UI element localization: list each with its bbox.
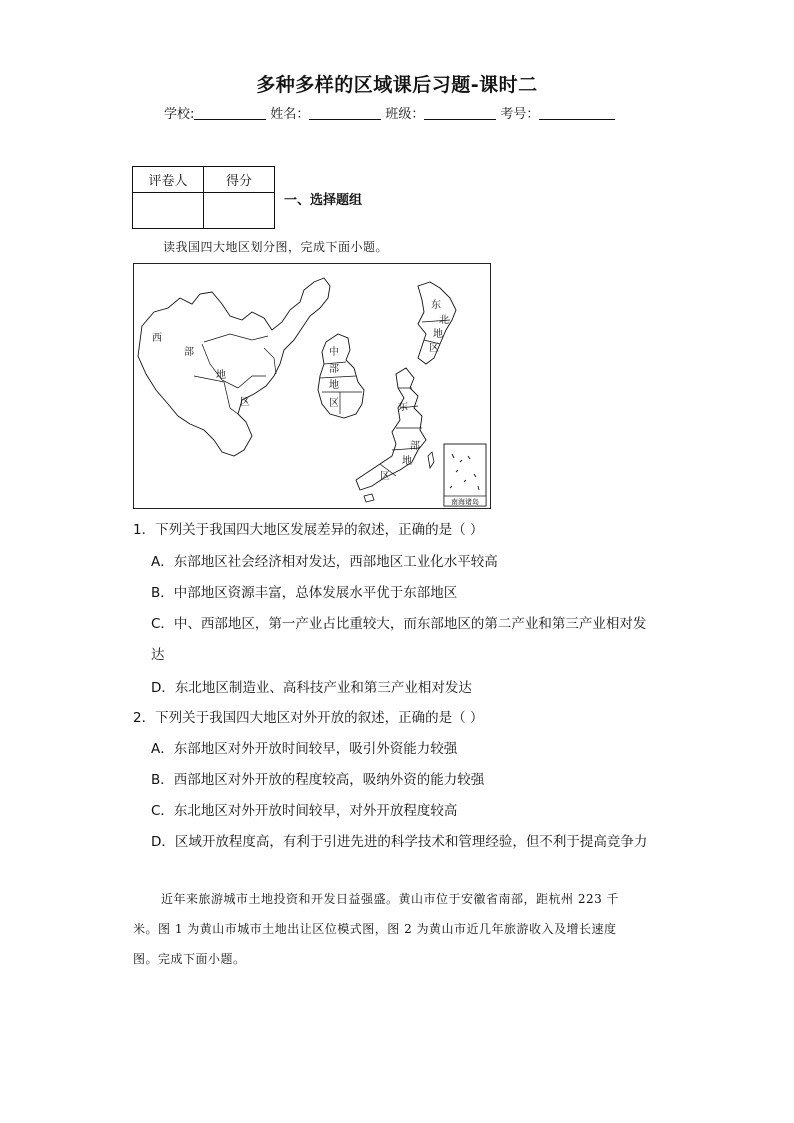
student-info-line — [164, 103, 619, 122]
map-label-central-2: 部 — [329, 364, 339, 375]
school-label: 学校: — [164, 107, 195, 122]
map-label-central-4: 区 — [329, 398, 339, 409]
name-blank — [309, 107, 381, 120]
inset-label: 南海诸岛 — [451, 498, 479, 506]
hainan-island — [364, 494, 374, 502]
question-2-stem: 2．下列关于我国四大地区对外开放的叙述，正确的是（ ） — [133, 710, 484, 726]
page-title: 多种多样的区域课后习题-课时二 — [256, 74, 538, 96]
china-regions-map — [133, 263, 491, 509]
question-1-option-b: B．中部地区资源丰富，总体发展水平优于东部地区 — [151, 585, 458, 601]
west-region-shape — [138, 278, 330, 456]
taiwan-island — [428, 452, 434, 468]
question-1-stem: 1．下列关于我国四大地区发展差异的叙述，正确的是（ ） — [133, 522, 484, 538]
map-label-northeast-4: 区 — [429, 343, 439, 354]
question-2-option-b: B．西部地区对外开放的程度较高，吸纳外资的能力较强 — [151, 772, 485, 788]
map-intro-text: 读我国四大地区划分图，完成下面小题。 — [163, 240, 389, 254]
reading-passage — [133, 884, 673, 974]
passage-line-2: 米。图 1 为黄山市城市土地出让区位模式图，图 2 为黄山市近几年旅游收入及增长速度 — [133, 922, 617, 936]
map-label-northeast-3: 地 — [433, 329, 443, 340]
question-1-option-c-continued: 达 — [151, 647, 165, 663]
question-2-option-a: A．东部地区对外开放时间较早，吸引外资能力较强 — [151, 741, 458, 757]
passage-line-1: 近年来旅游城市土地投资和开发日益强盛。黄山市位于安徽省南部，距杭州 223 千 — [161, 892, 620, 906]
class-blank — [424, 107, 496, 120]
question-2-option-d: D．区域开放程度高，有利于引进先进的科学技术和管理经验，但不利于提高竞争力 — [151, 834, 648, 850]
map-label-west-1: 西 — [152, 333, 162, 344]
map-label-west-4: 区 — [240, 397, 250, 408]
map-label-west-3: 地 — [216, 370, 226, 381]
map-label-central-1: 中 — [329, 347, 339, 358]
map-label-northeast-1: 东 — [431, 300, 441, 311]
class-label: 班级： — [385, 107, 425, 122]
question-1-option-a: A．东部地区社会经济相对发达，西部地区工业化水平较高 — [151, 554, 498, 570]
question-1-option-d: D．东北地区制造业、高科技产业和第三产业相对发达 — [151, 680, 472, 696]
map-label-east-2: 部 — [410, 441, 420, 452]
score-table — [132, 166, 275, 229]
reviewer-header: 评卷人 — [133, 167, 204, 193]
map-label-west-2: 部 — [184, 347, 194, 358]
score-cell — [204, 193, 275, 229]
section-title: 一、选择题组 — [284, 193, 363, 208]
reviewer-cell — [133, 193, 204, 229]
map-label-east-1: 东 — [398, 402, 408, 413]
map-label-central-3: 地 — [329, 380, 339, 391]
question-2-option-c: C．东北地区对外开放时间较早，对外开放程度较高 — [151, 803, 458, 819]
school-blank — [194, 107, 266, 120]
east-region-shape — [356, 368, 426, 490]
number-blank — [539, 107, 615, 120]
map-svg — [134, 264, 490, 508]
map-label-northeast-2: 北 — [439, 315, 449, 326]
score-header: 得分 — [204, 167, 275, 193]
map-label-east-3: 地 — [402, 456, 412, 467]
question-1-option-c: C．中、西部地区，第一产业占比重较大，而东部地区的第二产业和第三产业相对发 — [151, 616, 647, 632]
name-label: 姓名： — [270, 107, 310, 122]
central-region-shape — [318, 334, 364, 418]
passage-line-3: 图。完成下面小题。 — [133, 952, 246, 966]
map-label-east-4: 区 — [380, 471, 390, 482]
number-label: 考号： — [500, 107, 540, 122]
